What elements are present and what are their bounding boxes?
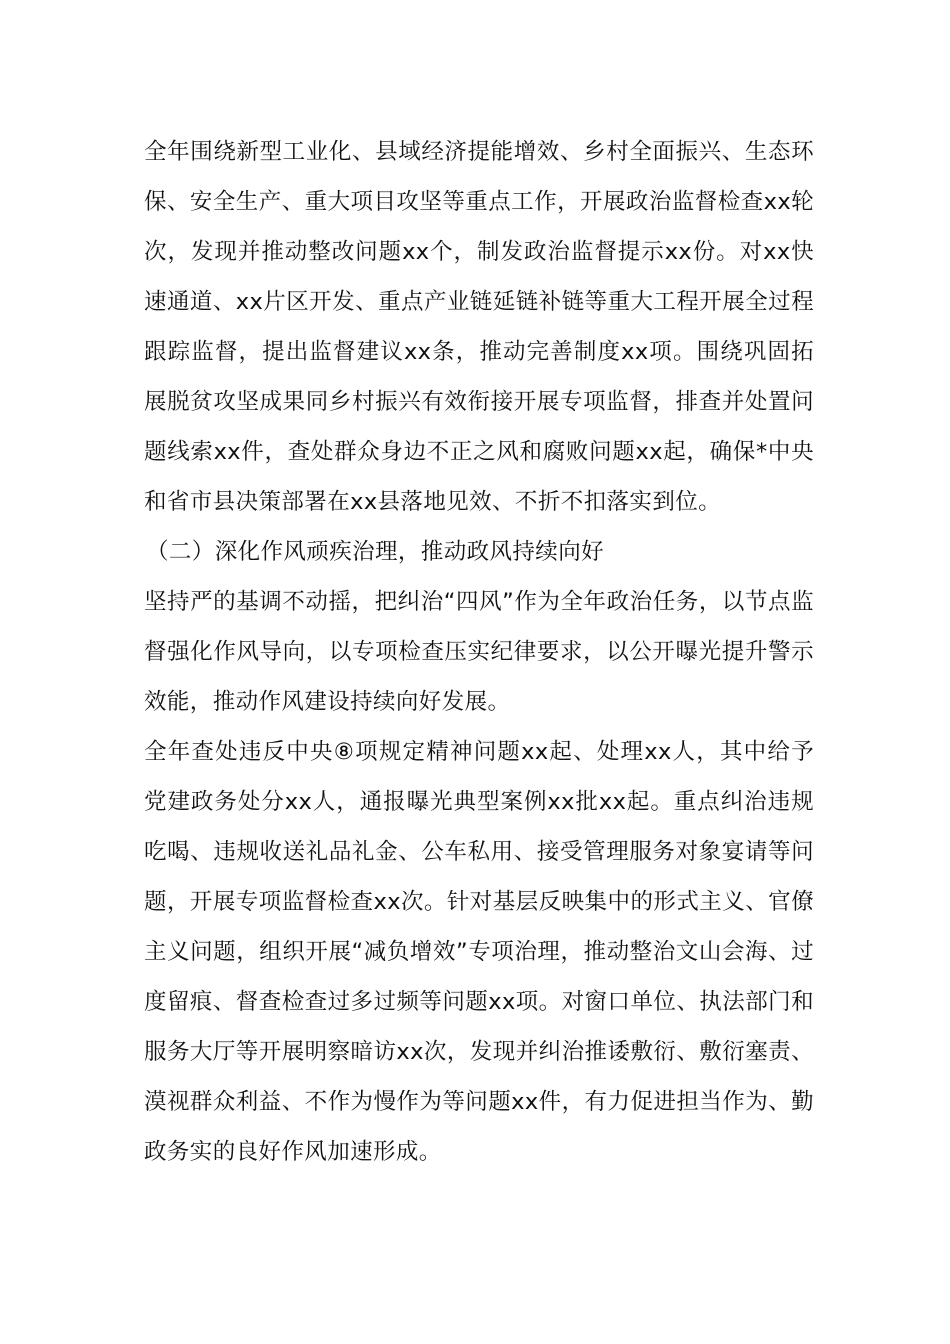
document-body bbox=[144, 127, 814, 1177]
section-heading-2: （二）深化作风顽疾治理，推动政风持续向好 bbox=[146, 539, 605, 565]
paragraph-work-style-intro: 坚持严的基调不动摇，把纠治“四风”作为全年政治任务，以节点监督强化作风导向，以专项检查压实纪律要求，以公开曝光提升警示效能，推动作风建设持续向好发展。 bbox=[144, 589, 814, 715]
paragraph-work-style-results: 全年查处违反中央⑧项规定精神问题xx起、处理xx人，其中给予党建政务处分xx人，通报曝光典型案例xx批xx起。重点纠治违规吃喝、违规收送礼品礼金、公车私用、接受管理服务对象宴请等问题，开展专项监督检查xx次。针对基层反映集中的形式主义、官僚主义问题，组织开展“减负增效”专项治理，推动整治文山会海、过度留痕、督查检查过多过频等问题xx项。对窗口单位、执法部门和服务大厅等开展明察暗访xx次，发现并纠治推诿敷衍、敷衍塞责、漠视群众利益、不作为慢作为等问题xx件，有力促进担当作为、勤政务实的良好作风加速形成。 bbox=[144, 739, 814, 1165]
paragraph-political-supervision: 全年围绕新型工业化、县域经济提能增效、乡村全面振兴、生态环保、安全生产、重大项目攻坚等重点工作，开展政治监督检查xx轮次，发现并推动整改问题xx个，制发政治监督提示xx份。对xx快速通道、xx片区开发、重点产业链延链补链等重大工程开展全过程跟踪监督，提出监督建议xx条，推动完善制度xx项。围绕巩固拓展脱贫攻坚成果同乡村振兴有效衔接开展专项监督，排查并处置问题线索xx件，查处群众身边不正之风和腐败问题xx起，确保*中央和省市县决策部署在xx县落地见效、不折不扣落实到位。 bbox=[144, 139, 814, 515]
